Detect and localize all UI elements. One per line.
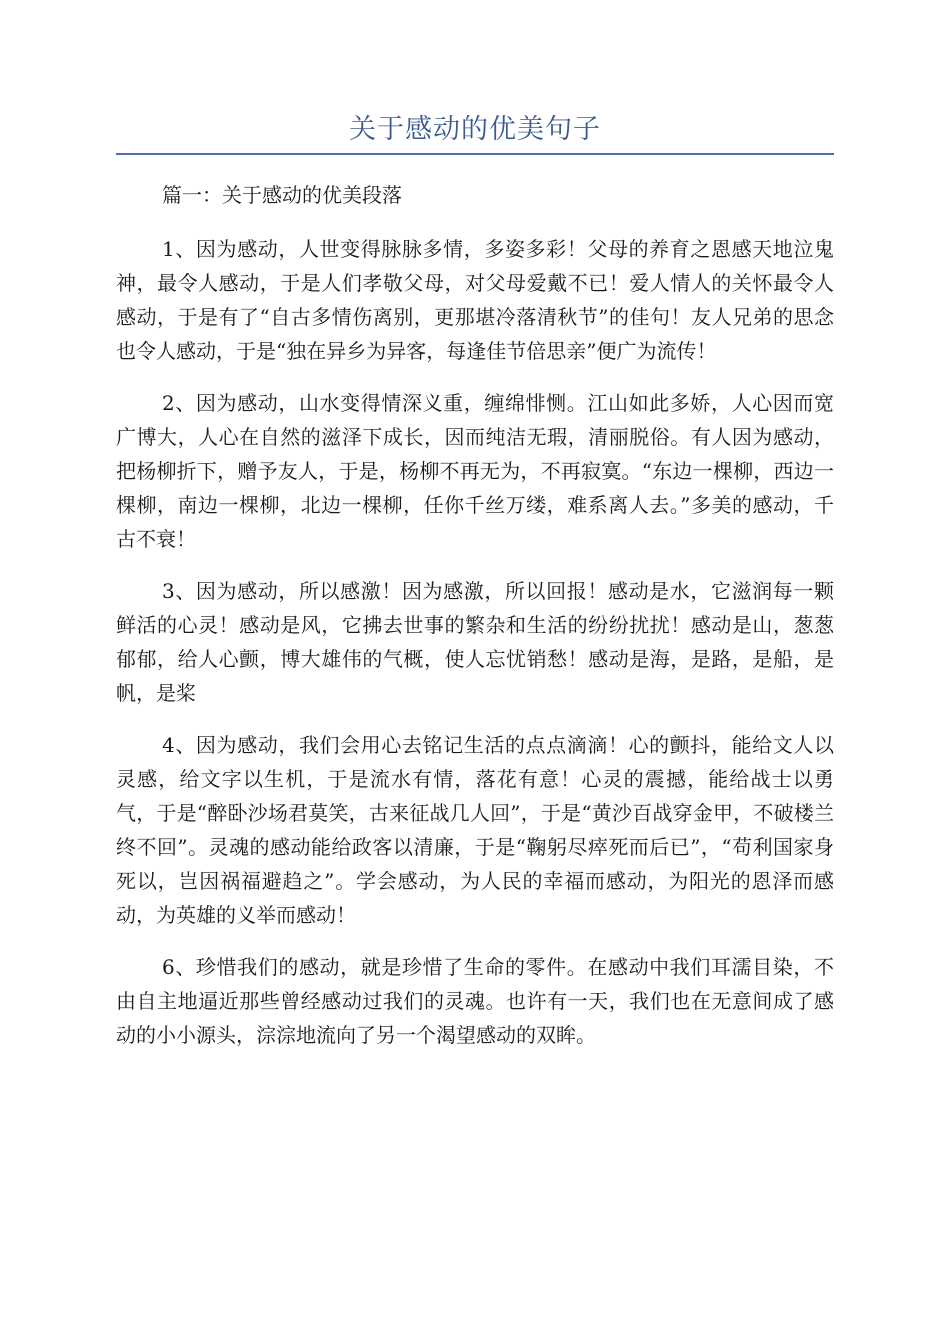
paragraph-3: 3、因为感动，所以感激！因为感激，所以回报！感动是水，它滋润每一颗鲜活的心灵！感动是风，它拂去世事的繁杂和生活的纷纷扰扰！感动是山，葱葱郁郁，给人心颤，博大雄伟的气概，使人忘忧销愁！感动是海，是路，是船，是帆，是桨 <box>116 579 834 705</box>
paragraph-5: 6、珍惜我们的感动，就是珍惜了生命的零件。在感动中我们耳濡目染，不由自主地逼近那些曾经感动过我们的灵魂。也许有一天，我们也在无意间成了感动的小小源头，淙淙地流向了另一个渴望感动的双眸。 <box>116 955 834 1047</box>
document-body <box>116 178 834 1070</box>
section-heading: 篇一：关于感动的优美段落 <box>162 183 402 207</box>
paragraph-1: 1、因为感动，人世变得脉脉多情，多姿多彩！父母的养育之恩感天地泣鬼神，最令人感动，于是人们孝敬父母，对父母爱戴不已！爱人情人的关怀最令人感动，于是有了“自古多情伤离别，更那堪冷落清秋节”的佳句！友人兄弟的思念也令人感动，于是“独在异乡为异客，每逢佳节倍思亲”便广为流传！ <box>116 237 834 363</box>
paragraph-4: 4、因为感动，我们会用心去铭记生活的点点滴滴！心的颤抖，能给文人以灵感，给文字以生机，于是流水有情，落花有意！心灵的震撼，能给战士以勇气，于是“醉卧沙场君莫笑，古来征战几人回”，于是“黄沙百战穿金甲，不破楼兰终不回”。灵魂的感动能给政客以清廉，于是“鞠躬尽瘁死而后已”，“苟利国家身死以，岂因祸福避趋之”。学会感动，为人民的幸福而感动，为阳光的恩泽而感动，为英雄的义举而感动！ <box>116 733 834 927</box>
document-title: 关于感动的优美句子 <box>349 114 601 145</box>
title-underline <box>116 153 834 155</box>
paragraph-2: 2、因为感动，山水变得情深义重，缠绵悱恻。江山如此多娇，人心因而宽广博大，人心在自然的滋泽下成长，因而纯洁无瑕，清丽脱俗。有人因为感动，把杨柳折下，赠予友人，于是，杨柳不再无为，不再寂寞。“东边一棵柳，西边一棵柳，南边一棵柳，北边一棵柳，任你千丝万缕，难系离人去。”多美的感动，千古不衰！ <box>116 391 834 551</box>
